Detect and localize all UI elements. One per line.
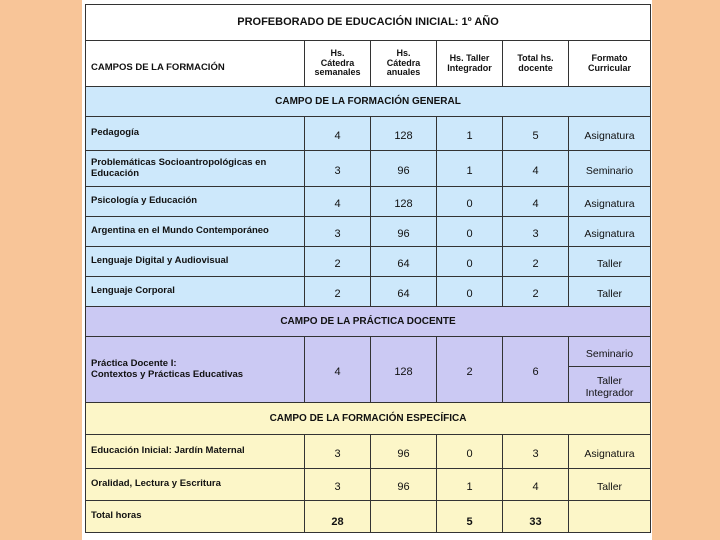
formato: Taller [569,277,651,307]
hs-semanales: 2 [305,277,371,307]
hs-anuales: 96 [371,151,437,187]
hs-total: 3 [503,217,569,247]
table-row [86,435,651,469]
hs-taller: 0 [437,435,503,469]
formato: Taller Integrador [569,367,651,403]
subject-name: Oralidad, Lectura y Escritura [86,469,305,501]
curriculum-table [85,4,651,533]
hs-total: 2 [503,247,569,277]
section-especifica: CAMPO DE LA FORMACIÓN ESPECÍFICA [86,403,651,435]
header-row [86,41,651,87]
hs-anuales: 64 [371,277,437,307]
hs-anuales: 96 [371,435,437,469]
subject-name: Argentina en el Mundo Contemporáneo [86,217,305,247]
hs-total: 4 [503,469,569,501]
hs-taller: 0 [437,247,503,277]
hs-total: 2 [503,277,569,307]
formato: Seminario [569,151,651,187]
total-formato [569,501,651,533]
total-row [86,501,651,533]
formato: Asignatura [569,187,651,217]
total-docente: 33 [503,501,569,533]
header-campos: CAMPOS DE LA FORMACIÓN [86,41,305,87]
subject-name: Educación Inicial: Jardín Maternal [86,435,305,469]
hs-taller: 1 [437,151,503,187]
hs-anuales: 64 [371,247,437,277]
table-row [86,277,651,307]
table-row [86,469,651,501]
subject-name: Psicología y Educación [86,187,305,217]
formato: Asignatura [569,217,651,247]
formato: Seminario [569,337,651,367]
total-taller: 5 [437,501,503,533]
section-row [86,403,651,435]
hs-semanales: 4 [305,187,371,217]
total-label: Total horas [86,501,305,533]
formato: Taller [569,469,651,501]
hs-total: 6 [503,337,569,403]
hs-semanales: 4 [305,117,371,151]
hs-semanales: 3 [305,217,371,247]
hs-taller: 1 [437,117,503,151]
hs-taller: 0 [437,277,503,307]
hs-semanales: 3 [305,469,371,501]
header-taller-integrador: Hs. Taller Integrador [437,41,503,87]
hs-anuales: 128 [371,187,437,217]
hs-anuales: 96 [371,217,437,247]
hs-semanales: 3 [305,435,371,469]
section-general: CAMPO DE LA FORMACIÓN GENERAL [86,87,651,117]
hs-taller: 0 [437,217,503,247]
subject-name: Lenguaje Corporal [86,277,305,307]
hs-semanales: 3 [305,151,371,187]
hs-taller: 2 [437,337,503,403]
hs-anuales: 128 [371,337,437,403]
hs-total: 4 [503,151,569,187]
table-row [86,247,651,277]
subject-name: Pedagogía [86,117,305,151]
formato: Taller [569,247,651,277]
hs-total: 3 [503,435,569,469]
table-row [86,151,651,187]
formato: Asignatura [569,435,651,469]
table-row [86,337,651,367]
title-row [86,5,651,41]
formato: Asignatura [569,117,651,151]
header-hs-anuales: Hs. Cátedra anuales [371,41,437,87]
total-semanales: 28 [305,501,371,533]
table-row [86,117,651,151]
header-hs-semanales: Hs. Cátedra semanales [305,41,371,87]
total-anuales [371,501,437,533]
hs-taller: 0 [437,187,503,217]
table-row [86,217,651,247]
hs-total: 5 [503,117,569,151]
section-row [86,307,651,337]
hs-anuales: 96 [371,469,437,501]
hs-taller: 1 [437,469,503,501]
hs-semanales: 4 [305,337,371,403]
hs-semanales: 2 [305,247,371,277]
section-row [86,87,651,117]
table-title: PROFEBORADO DE EDUCACIÓN INICIAL: 1º AÑO [86,5,651,41]
section-practica: CAMPO DE LA PRÁCTICA DOCENTE [86,307,651,337]
subject-name: Problemáticas Socioantropológicas en Educación [86,151,305,187]
subject-name: Lenguaje Digital y Audiovisual [86,247,305,277]
table-row [86,187,651,217]
subject-name: Práctica Docente I: Contextos y Prácticas Educativas [86,337,305,403]
hs-anuales: 128 [371,117,437,151]
hs-total: 4 [503,187,569,217]
header-total-docente: Total hs. docente [503,41,569,87]
header-formato-curricular: Formato Curricular [569,41,651,87]
